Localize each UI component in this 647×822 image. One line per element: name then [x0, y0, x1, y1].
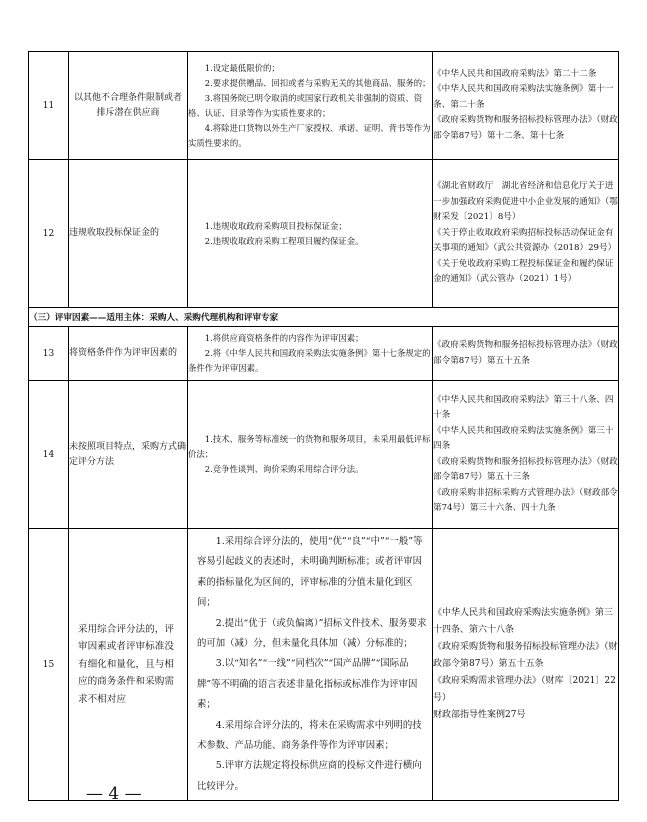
issue-cell — [69, 529, 188, 801]
row-number: 14 — [29, 381, 69, 529]
detail-item: 4.采用综合评分法的，将未在采购需求中列明的技术参数、产品功能、商务条件等作为评审因素； — [197, 719, 422, 752]
detail-item: 2.将《中华人民共和国政府采购法实施条例》第十七条规定的条件作为评审因素。 — [188, 348, 431, 373]
basis-item: 《关于免收政府采购工程投标保证金和履约保证金的通知》（武公管办（2021）1号） — [433, 258, 614, 285]
row-number: 13 — [29, 327, 69, 381]
issue-line: 定评分方法 — [69, 456, 115, 467]
row-number: 15 — [29, 529, 69, 801]
detail-item: 2.提出“优于（或负偏离）”招标文件技术、服务要求的可加（减）分，但未量化具体加（减）分标准的； — [197, 617, 427, 650]
legal-basis-cell — [433, 160, 619, 308]
issue-line: 采用综合评分法的，评审因素或者评审标准没有细化和量化，且与相应的商务条件和采购需求不相对应 — [78, 623, 174, 705]
detail-item: 1.技术、服务等标准统一的货物和服务项目，未采用最低评标价法； — [188, 434, 431, 459]
basis-item: 《中华人民共和国政府采购法实施条例》第十一条、第二十条 — [433, 84, 614, 110]
basis-item: 《政府采购非招标采购方式管理办法》（财政部令第74号）第三十六条、四十九条 — [433, 487, 618, 513]
detail-item: 1.违规收取政府采购项目投标保证金； — [204, 220, 347, 231]
legal-basis-cell — [433, 381, 619, 529]
details-cell — [188, 52, 433, 160]
table-row — [29, 160, 619, 308]
basis-item: 《关于停止收取政府采购招标投标活动保证金有关事项的通知》（武公共资源办（2018）29号） — [433, 227, 617, 254]
basis-item: 财政部指导性案例27号 — [433, 710, 526, 721]
basis-item: 《政府采购货物和服务招标投标管理办法》（财政部令第87号）第十二条、第十七条 — [433, 115, 618, 141]
detail-item: 1.设定最低限价的； — [204, 62, 280, 73]
table-row — [29, 529, 619, 801]
basis-item: 《政府采购货物和服务招标投标管理办法》（财政部令第87号）第五十五条 — [433, 642, 618, 670]
basis-item: 《政府采购货物和服务招标投标管理办法》（财政部令第87号）第五十五条 — [433, 340, 618, 366]
basis-item: 《政府采购货物和服务招标投标管理办法》（财政部令第87号）第五十三条 — [433, 456, 618, 482]
detail-item: 5.评审方法规定将投标供应商的投标文件进行横向比较评分。 — [197, 760, 422, 792]
issue-line: 以其他不合理条件限制或者 — [73, 92, 182, 103]
row-number: 11 — [29, 52, 69, 160]
details-cell — [188, 381, 433, 529]
issue-cell — [69, 52, 188, 160]
detail-item: 3.以“知名”“一线”“同档次”“国产品牌”“国际品牌”等不明确的语言表述非量化指标或标准作为评审因素； — [197, 658, 418, 711]
basis-item: 《中华人民共和国政府采购法》第二十二条 — [433, 68, 597, 79]
table-row — [29, 327, 619, 381]
issue-cell — [69, 160, 188, 308]
detail-item: 2.违规收取政府采购工程项目履约保证金。 — [204, 235, 364, 246]
issue-line: 未按照项目特点，采购方式确 — [69, 441, 187, 452]
regulation-table — [28, 51, 619, 801]
issue-line: 排斥潜在供应商 — [96, 107, 160, 118]
section-row — [29, 308, 619, 327]
issue-cell — [69, 327, 188, 381]
table-row — [29, 52, 619, 160]
basis-item: 《湖北省财政厅 湖北省经济和信息化厅关于进一步加强政府采购促进中小企业发展的通知》（鄂财采发〔2021〕8号） — [433, 181, 618, 223]
detail-item: 1.采用综合评分法的，使用“优”“良”“中”“一般”等容易引起歧义的表述时，未明确判断标准；或者评审因素的指标量化为区间的，评审标准的分值未量化到区间； — [197, 536, 423, 609]
basis-item: 《中华人民共和国政府采购法实施条例》第三十四条 — [433, 425, 614, 451]
table-row — [29, 381, 619, 529]
legal-basis-cell — [433, 327, 619, 381]
legal-basis-cell — [433, 52, 619, 160]
basis-item: 《中华人民共和国政府采购法实施条例》第三十四条、第六十八条 — [433, 608, 614, 636]
detail-item: 1.将供应商资格条件的内容作为评审因素； — [204, 333, 364, 343]
row-number: 12 — [29, 160, 69, 308]
section-heading: （三）评审因素——适用主体：采购人、采购代理机构和评审专家 — [29, 308, 619, 327]
page-number: — 4 — — [86, 784, 142, 804]
issue-line: 将资格条件作为评审因素的 — [69, 348, 178, 358]
details-cell — [188, 327, 433, 381]
detail-item: 3.将国务院已明令取消的或国家行政机关非强制的资质、资格、认证、目录等作为实质性要求的； — [188, 92, 423, 118]
details-cell — [188, 160, 433, 308]
issue-cell — [69, 381, 188, 529]
basis-item: 《中华人民共和国政府采购法》第三十八条、四十条 — [433, 394, 614, 420]
basis-item: 《政府采购需求管理办法》（财库〔2021〕22号） — [433, 676, 616, 704]
issue-line: 违规收取投标保证金的 — [69, 228, 160, 238]
legal-basis-cell — [433, 529, 619, 801]
details-cell — [188, 529, 433, 801]
detail-item: 4.将除进口货物以外生产厂家授权、承诺、证明、背书等作为实质性要求的。 — [188, 122, 431, 148]
detail-item: 2.要求提供赠品、回扣或者与采购无关的其他商品、服务的； — [204, 77, 431, 88]
detail-item: 2.竞争性谈判、询价采购采用综合评分法。 — [204, 464, 364, 474]
